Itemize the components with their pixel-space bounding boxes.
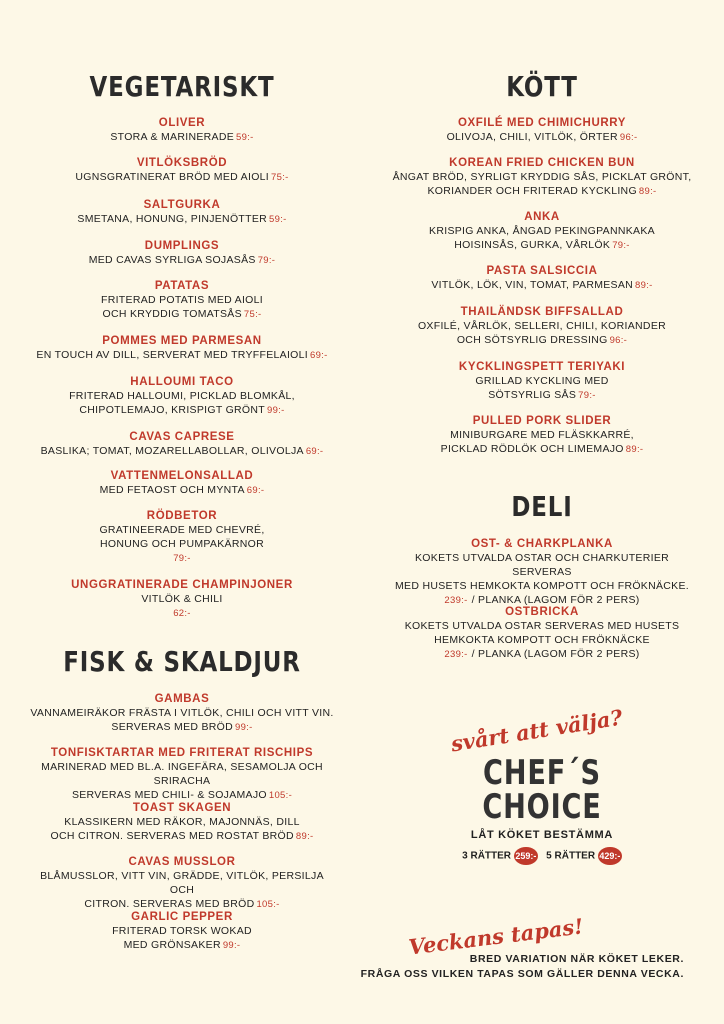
item-price: 79:-: [578, 390, 596, 401]
item-description-text: KOKETS UTVALDA OSTAR OCH CHARKUTERIER SERVERAS: [415, 552, 669, 578]
item-description-text: BASLIKA; TOMAT, MOZARELLABOLLAR, OLIVOLJA: [40, 445, 304, 457]
item-price: 105:-: [268, 790, 293, 801]
item-price: 79:-: [257, 255, 276, 266]
menu-item: [28, 692, 336, 735]
option-3-price-badge: 259:-: [514, 847, 538, 865]
item-description-text: OCH SÖTSYRLIG DRESSING: [456, 334, 608, 346]
menu-item: [28, 156, 336, 185]
item-description: [28, 760, 336, 788]
item-description-text: CITRON. SERVERAS MED BRÖD: [84, 898, 255, 910]
item-price: 99:-: [235, 722, 253, 733]
item-description-text: SÖTSYRLIG SÅS: [488, 389, 577, 401]
section-title-fisk: FISK & SKALDJUR: [63, 645, 301, 678]
item-price: 59:-: [269, 214, 287, 225]
item-description: [28, 523, 336, 537]
item-description: [28, 537, 336, 551]
item-description: [388, 184, 696, 199]
item-description: [388, 633, 696, 647]
item-name: RÖDBETOR: [146, 510, 218, 522]
item-name: GAMBAS: [154, 693, 210, 705]
item-description-text: KRISPIG ANKA, ÅNGAD PEKINGPANNKAKA: [429, 225, 655, 237]
item-price: 239:-: [444, 649, 468, 660]
item-price: 69:-: [310, 350, 328, 361]
item-price: 89:-: [638, 186, 657, 197]
item-description-text: ÅNGAT BRÖD, SYRLIGT KRYDDIG SÅS, PICKLAT GRÖNT,: [392, 171, 692, 183]
menu-item: [28, 910, 336, 953]
menu-item: [28, 334, 336, 363]
item-description-text: BLÅMUSSLOR, VITT VIN, GRÄDDE, VITLÖK, PERSILJA OCH: [40, 870, 324, 896]
item-description-text: VITLÖK & CHILI: [141, 593, 223, 605]
item-description-text: KOKETS UTVALDA OSTAR SERVERAS MED HUSETS: [404, 620, 680, 632]
item-name: GARLIC PEPPER: [131, 911, 233, 923]
chefs-choice-script: svårt att välja?: [449, 704, 625, 757]
item-price-line: [28, 606, 336, 621]
item-price: 79:-: [612, 240, 630, 251]
item-price-suffix: / PLANKA (LAGOM FÖR 2 PERS): [471, 648, 640, 660]
item-name: UNGGRATINERADE CHAMPINJONER: [71, 579, 293, 591]
chefs-choice-title-line1: CHEF´S: [483, 753, 601, 793]
item-description-text: SERVERAS MED CHILI- & SOJAMAJO: [71, 789, 267, 801]
chefs-choice-subtitle: LÅT KÖKET BESTÄMMA: [470, 829, 614, 841]
item-description: [388, 551, 696, 579]
item-price: 69:-: [246, 485, 265, 496]
item-name: VATTENMELONSALLAD: [110, 470, 254, 482]
item-description: [28, 444, 336, 459]
item-description-text: KLASSIKERN MED RÄKOR, MAJONNÄS, DILL: [64, 816, 300, 828]
item-price: 105:-: [256, 899, 280, 910]
item-description-text: HONUNG OCH PUMPAKÄRNOR: [100, 538, 264, 550]
item-description: [28, 348, 336, 363]
item-description-text: VANNAMEIRÄKOR FRÄSTA I VITLÖK, CHILI OCH VITT VIN.: [30, 707, 334, 719]
item-description: [388, 388, 696, 403]
menu-item: [28, 239, 336, 268]
item-description-text: OCH KRYDDIG TOMATSÅS: [102, 308, 242, 320]
item-description-text: HEMKOKTA KOMPOTT OCH FRÖKNÄCKE: [434, 634, 650, 646]
item-description: [28, 869, 336, 897]
item-price: 89:-: [625, 444, 644, 455]
item-name: PATATAS: [154, 280, 210, 292]
item-description-text: OCH CITRON. SERVERAS MED ROSTAT BRÖD: [50, 830, 294, 842]
item-price: 62:-: [173, 608, 191, 619]
item-description-text: MED GRÖNSAKER: [123, 939, 221, 951]
item-name: OXFILÉ MED CHIMICHURRY: [457, 117, 627, 129]
item-name: DUMPLINGS: [144, 240, 220, 252]
item-description: [28, 212, 336, 227]
item-description: [28, 924, 336, 938]
item-description: [388, 130, 696, 145]
item-description-text: PICKLAD RÖDLÖK OCH LIMEMAJO: [440, 443, 624, 455]
item-description-text: GRILLAD KYCKLING MED: [475, 375, 609, 387]
option-5-label: 5 RÄTTER: [546, 850, 596, 862]
item-description-text: KORIANDER OCH FRITERAD KYCKLING: [427, 185, 637, 197]
menu-item: [388, 156, 696, 199]
item-price: 99:-: [222, 940, 241, 951]
menu-item: [28, 469, 336, 498]
item-description: [28, 389, 336, 403]
item-description: [388, 442, 696, 457]
item-description-text: SERVERAS MED BRÖD: [111, 721, 234, 733]
item-description-text: MED CAVAS SYRLIGA SOJASÅS: [88, 254, 256, 266]
item-price: 69:-: [305, 446, 324, 457]
chefs-choice-options: [388, 847, 696, 865]
item-description: [388, 224, 696, 238]
item-price-line: [28, 551, 336, 566]
item-description: [388, 170, 696, 184]
item-description: [28, 592, 336, 606]
section-title-deli: DELI: [511, 490, 573, 523]
item-name: ANKA: [524, 211, 560, 223]
item-price: 96:-: [609, 335, 628, 346]
section-title-vegetariskt: VEGETARISKT: [89, 70, 275, 103]
item-description: [28, 938, 336, 953]
item-description-text: MARINERAD MED BL.A. INGEFÄRA, SESAMOLJA OCH SRIRACHA: [41, 761, 323, 787]
item-price: 96:-: [619, 132, 638, 143]
item-price: 79:-: [173, 553, 191, 564]
item-description: [388, 278, 696, 293]
item-name: PASTA SALSICCIA: [486, 265, 598, 277]
option-3-label: 3 RÄTTER: [462, 850, 512, 862]
weekly-tapas-script: Veckans tapas!: [407, 913, 585, 960]
item-description-text: MED HUSETS HEMKOKTA KOMPOTT OCH FRÖKNÄCKE.: [395, 580, 689, 592]
item-description-text: GRATINEERADE MED CHEVRÉ,: [99, 524, 265, 536]
item-price: 75:-: [243, 309, 262, 320]
item-name: KOREAN FRIED CHICKEN BUN: [449, 157, 635, 169]
menu-item: [28, 509, 336, 566]
item-description: [388, 333, 696, 348]
item-price: 59:-: [236, 132, 254, 143]
item-description-text: FRITERAD HALLOUMI, PICKLAD BLOMKÅL,: [69, 390, 295, 402]
item-name: OST- & CHARKPLANKA: [471, 538, 613, 550]
menu-item: [28, 578, 336, 621]
item-name: POMMES MED PARMESAN: [102, 335, 262, 347]
menu-item: [388, 305, 696, 348]
item-description: [388, 428, 696, 442]
item-description: [28, 253, 336, 268]
section-title-kott: KÖTT: [506, 70, 578, 103]
item-description: [28, 170, 336, 185]
menu-item: [388, 537, 696, 608]
item-name: OSTBRICKA: [505, 606, 579, 618]
item-description-text: FRITERAD TORSK WOKAD: [112, 925, 252, 937]
item-price: 99:-: [266, 405, 285, 416]
menu-item: [388, 414, 696, 457]
menu-item: [28, 430, 336, 459]
weekly-line-1: BRED VARIATION NÄR KÖKET LEKER.: [469, 953, 684, 965]
item-description: [28, 706, 336, 720]
chefs-choice-title-line2: CHOICE: [482, 787, 602, 827]
item-name: THAILÄNDSK BIFFSALLAD: [460, 306, 624, 318]
menu-item: [28, 801, 336, 844]
item-description-text: VITLÖK, LÖK, VIN, TOMAT, PARMESAN: [431, 279, 634, 291]
weekly-line-2: FRÅGA OSS VILKEN TAPAS SOM GÄLLER DENNA VECKA.: [360, 968, 684, 980]
item-description-text: HOISINSÅS, GURKA, VÅRLÖK: [454, 239, 611, 251]
item-name: CAVAS CAPRESE: [129, 431, 235, 443]
item-description: [28, 130, 336, 145]
item-name: PULLED PORK SLIDER: [472, 415, 612, 427]
item-name: CAVAS MUSSLOR: [128, 856, 236, 868]
item-price: 239:-: [444, 595, 468, 606]
item-description: [388, 579, 696, 593]
menu-item: [28, 279, 336, 322]
weekly-tapas-text: [361, 952, 684, 982]
menu-item: [28, 375, 336, 418]
item-price-suffix: / PLANKA (LAGOM FÖR 2 PERS): [471, 594, 640, 606]
item-description: [388, 238, 696, 253]
item-name: SALTGURKA: [143, 199, 221, 211]
menu-item: [388, 264, 696, 293]
item-description: [388, 374, 696, 388]
menu-item: [28, 198, 336, 227]
item-description-text: STORA & MARINERADE: [110, 131, 235, 143]
item-name: OLIVER: [158, 117, 206, 129]
item-description-text: EN TOUCH AV DILL, SERVERAT MED TRYFFELAIOLI: [36, 349, 308, 361]
item-description: [388, 319, 696, 333]
menu-item: [388, 605, 696, 662]
item-name: KYCKLINGSPETT TERIYAKI: [458, 361, 626, 373]
item-name: VITLÖKSBRÖD: [136, 157, 228, 169]
item-description-text: OXFILÉ, VÅRLÖK, SELLERI, CHILI, KORIANDER: [417, 320, 667, 332]
item-name: TONFISKTARTAR MED FRITERAT RISCHIPS: [50, 747, 314, 759]
item-description: [28, 720, 336, 735]
menu-item: [388, 116, 696, 145]
menu-item: [388, 360, 696, 403]
menu-item: [28, 855, 336, 912]
item-name: HALLOUMI TACO: [130, 376, 234, 388]
item-description-text: FRITERAD POTATIS MED AIOLI: [100, 294, 263, 306]
item-description: [388, 619, 696, 633]
item-name: TOAST SKAGEN: [132, 802, 232, 814]
item-description-text: CHIPOTLEMAJO, KRISPIGT GRÖNT: [79, 404, 265, 416]
item-description: [28, 403, 336, 418]
item-description: [28, 293, 336, 307]
menu-item: [28, 116, 336, 145]
item-description-text: UGNSGRATINERAT BRÖD MED AIOLI: [75, 171, 270, 183]
option-5-price-badge: 429:-: [598, 847, 622, 865]
item-description: [28, 483, 336, 498]
item-price: 89:-: [635, 280, 653, 291]
menu-item: [388, 210, 696, 253]
menu-item: [28, 746, 336, 803]
item-description: [28, 307, 336, 322]
item-description-text: SMETANA, HONUNG, PINJENÖTTER: [77, 213, 268, 225]
item-price: 75:-: [271, 172, 289, 183]
item-description: [28, 815, 336, 829]
item-description-text: MED FETAOST OCH MYNTA: [99, 484, 245, 496]
item-price: 89:-: [295, 831, 314, 842]
item-description-text: OLIVOJA, CHILI, VITLÖK, ÖRTER: [446, 131, 618, 143]
item-price-line: [388, 647, 696, 662]
item-description-text: MINIBURGARE MED FLÄSKKARRÉ,: [450, 429, 634, 441]
item-description: [28, 829, 336, 844]
